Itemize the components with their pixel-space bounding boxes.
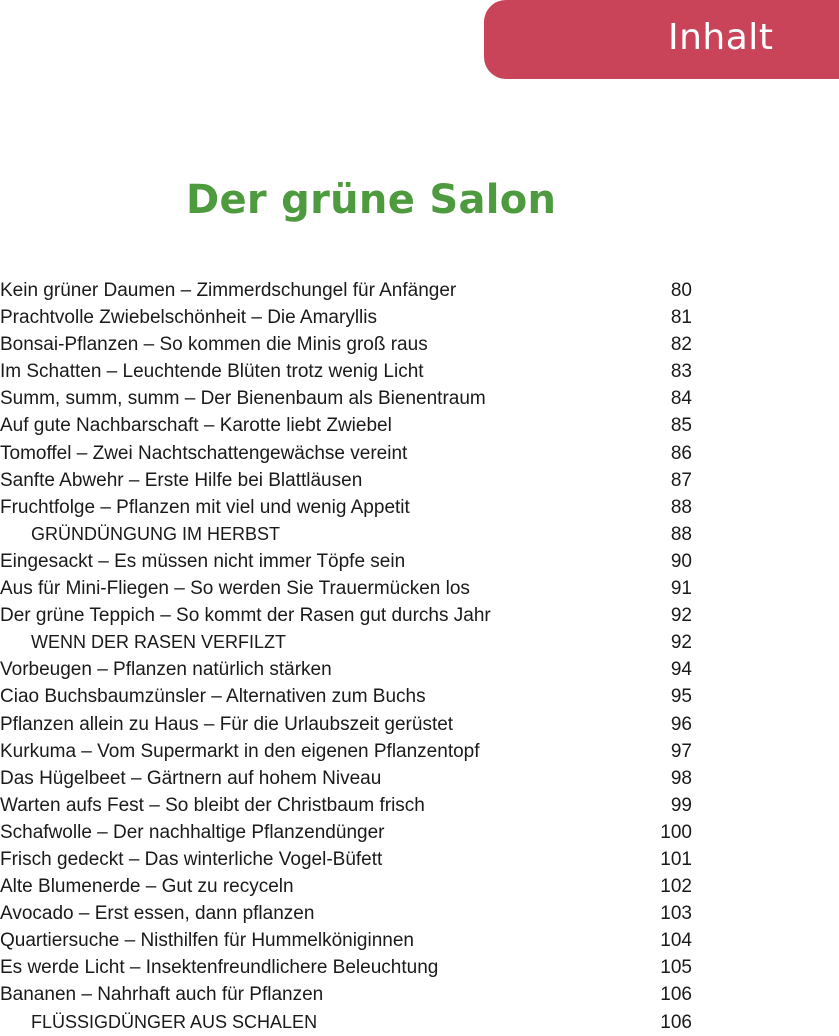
toc-entry[interactable]	[0, 873, 700, 900]
toc-entry-title: Das Hügelbeet – Gärtnern auf hohem Niveau	[0, 767, 382, 789]
toc-entry-title: Ciao Buchsbaumzünsler – Alternativen zum Buchs	[0, 686, 426, 708]
toc-page-number: 106	[660, 984, 692, 1006]
toc-page-number: 94	[670, 659, 692, 681]
toc-page-number: 101	[660, 848, 692, 870]
toc-page-number: 80	[670, 280, 692, 301]
toc-entry[interactable]	[0, 954, 700, 981]
toc-page-number: 82	[670, 334, 692, 356]
toc-page-number: 86	[670, 442, 692, 464]
toc-entry-title: Auf gute Nachbarschaft – Karotte liebt Zwiebel	[0, 415, 392, 437]
toc-entry-title: GRÜNDÜNGUNG IM HERBST	[31, 523, 281, 544]
toc-entry[interactable]	[0, 792, 700, 819]
toc-entry-title: Prachtvolle Zwiebelschönheit – Die Amaryllis	[0, 307, 377, 329]
toc-entry[interactable]	[0, 494, 700, 521]
toc-page-number: 96	[670, 713, 692, 735]
toc-page-number: 98	[670, 767, 692, 789]
toc-page-number: 87	[670, 469, 692, 491]
toc-entry[interactable]	[0, 385, 700, 412]
toc-entry-title: Im Schatten – Leuchtende Blüten trotz wenig Licht	[0, 361, 424, 383]
toc-page-number: 83	[670, 361, 692, 383]
toc-page-number: 105	[660, 957, 692, 979]
toc-entry[interactable]	[0, 711, 700, 738]
toc-entry[interactable]	[0, 304, 700, 331]
toc-entry[interactable]	[0, 358, 700, 385]
toc-entry-title: WENN DER RASEN VERFILZT	[31, 632, 287, 653]
toc-page-number: 81	[670, 307, 692, 329]
toc-entry[interactable]	[0, 548, 700, 575]
toc-page-number: 97	[670, 740, 692, 762]
toc-subentry[interactable]	[0, 521, 700, 548]
toc-entry[interactable]	[0, 656, 700, 683]
toc-entry[interactable]	[0, 765, 700, 792]
toc-page-number: 106	[660, 1011, 692, 1033]
toc-page-number: 91	[670, 578, 692, 600]
toc-page-number: 102	[660, 876, 692, 898]
toc-entry-title: Schafwolle – Der nachhaltige Pflanzendünger	[0, 821, 385, 843]
header-tab	[484, 0, 839, 79]
toc-page-number: 92	[670, 632, 692, 654]
toc-page-number: 104	[660, 930, 692, 952]
toc-entry-title: Kein grüner Daumen – Zimmerdschungel für Anfänger	[0, 280, 457, 301]
toc-entry[interactable]	[0, 277, 700, 304]
toc-entry[interactable]	[0, 331, 700, 358]
toc-page-number: 88	[670, 496, 692, 518]
section-title: Der grüne Salon	[186, 177, 557, 223]
toc-entry-title: Quartiersuche – Nisthilfen für Hummelköniginnen	[0, 930, 414, 952]
toc-entry-title: Der grüne Teppich – So kommt der Rasen gut durchs Jahr	[0, 605, 491, 627]
toc-entry[interactable]	[0, 819, 700, 846]
toc-entry-title: Warten aufs Fest – So bleibt der Christbaum frisch	[0, 794, 425, 816]
toc-entry-title: Es werde Licht – Insektenfreundlichere Beleuchtung	[0, 957, 439, 979]
toc-page-number: 88	[670, 523, 692, 545]
toc-entry[interactable]	[0, 900, 700, 927]
toc-page-number: 90	[670, 550, 692, 572]
toc-entry[interactable]	[0, 846, 700, 873]
toc-page-number: 85	[670, 415, 692, 437]
toc-entry-title: Alte Blumenerde – Gut zu recyceln	[0, 876, 294, 898]
table-of-contents	[0, 277, 700, 1036]
toc-entry[interactable]	[0, 927, 700, 954]
tab-label: Inhalt	[668, 17, 774, 58]
toc-entry-title: Vorbeugen – Pflanzen natürlich stärken	[0, 659, 332, 681]
toc-page-number: 95	[670, 686, 692, 708]
toc-entry-title: Bananen – Nahrhaft auch für Pflanzen	[0, 984, 324, 1006]
toc-entry-title: Aus für Mini-Fliegen – So werden Sie Trauermücken los	[0, 578, 470, 600]
toc-subentry[interactable]	[0, 1009, 700, 1036]
toc-entry-title: Kurkuma – Vom Supermarkt in den eigenen Pflanzentopf	[0, 740, 480, 762]
toc-entry[interactable]	[0, 575, 700, 602]
toc-entry[interactable]	[0, 467, 700, 494]
toc-entry-title: Sanfte Abwehr – Erste Hilfe bei Blattläusen	[0, 469, 363, 491]
toc-entry[interactable]	[0, 602, 700, 629]
toc-entry[interactable]	[0, 412, 700, 439]
toc-page-number: 92	[670, 605, 692, 627]
toc-entry[interactable]	[0, 738, 700, 765]
toc-subentry[interactable]	[0, 629, 700, 656]
toc-entry[interactable]	[0, 683, 700, 710]
toc-entry-title: Fruchtfolge – Pflanzen mit viel und wenig Appetit	[0, 496, 410, 518]
toc-entry-title: Avocado – Erst essen, dann pflanzen	[0, 903, 315, 925]
toc-entry-title: Frisch gedeckt – Das winterliche Vogel-Büfett	[0, 848, 383, 870]
toc-page-number: 99	[670, 794, 692, 816]
toc-entry-title: Summ, summ, summ – Der Bienenbaum als Bienentraum	[0, 388, 486, 410]
toc-entry-title: Tomoffel – Zwei Nachtschattengewächse vereint	[0, 442, 408, 464]
toc-page-number: 84	[670, 388, 692, 410]
toc-entry[interactable]	[0, 981, 700, 1008]
toc-page-number: 103	[660, 903, 692, 925]
toc-entry-title: FLÜSSIGDÜNGER AUS SCHALEN	[31, 1011, 318, 1032]
toc-entry-title: Pflanzen allein zu Haus – Für die Urlaubszeit gerüstet	[0, 713, 454, 735]
toc-entry-title: Eingesackt – Es müssen nicht immer Töpfe sein	[0, 550, 406, 572]
toc-page-number: 100	[660, 821, 692, 843]
toc-entry-title: Bonsai-Pflanzen – So kommen die Minis groß raus	[0, 334, 428, 356]
toc-entry[interactable]	[0, 440, 700, 467]
